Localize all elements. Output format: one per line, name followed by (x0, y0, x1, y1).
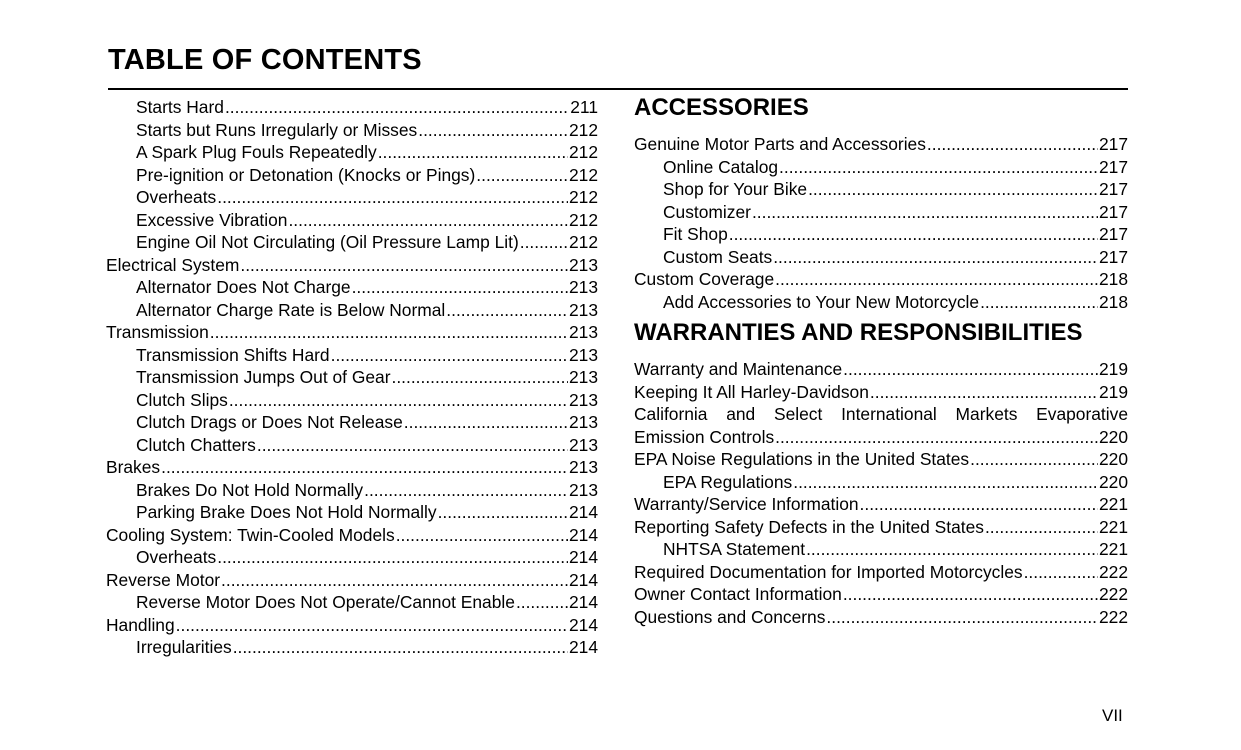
toc-entry-title: Reporting Safety Defects in the United States (634, 516, 984, 537)
dot-leader (233, 636, 568, 659)
warranties-entries (634, 358, 1128, 628)
toc-entry-title: Handling (106, 614, 175, 635)
toc-entry-title: Online Catalog (663, 156, 779, 177)
toc-entry-page: 217 (1098, 201, 1128, 222)
toc-entry[interactable] (634, 358, 1128, 381)
dot-leader (217, 186, 568, 209)
toc-entry[interactable] (634, 381, 1128, 404)
dot-leader (217, 546, 568, 569)
toc-entry-page: 217 (1098, 179, 1128, 199)
dot-leader (806, 538, 1098, 561)
toc-entry-page: 212 (568, 209, 598, 230)
toc-entry[interactable] (634, 516, 1128, 539)
dot-leader (980, 291, 1098, 314)
toc-entry-title: Questions and Concerns (634, 606, 826, 627)
accessories-entries (634, 133, 1128, 313)
title-divider (108, 88, 1128, 90)
toc-entry-title: Custom Coverage (634, 269, 775, 289)
dot-leader (331, 344, 568, 367)
toc-entry[interactable] (106, 366, 598, 389)
section-heading-accessories: ACCESSORIES (634, 94, 809, 121)
toc-entry-page: 217 (1098, 246, 1128, 267)
dot-leader (225, 96, 569, 119)
toc-entry[interactable] (634, 133, 1128, 156)
toc-entry-title: Engine Oil Not Circulating (Oil Pressure Lamp Lit) (136, 232, 519, 252)
toc-entry-title: Shop for Your Bike (663, 179, 808, 199)
toc-entry[interactable] (106, 569, 598, 592)
toc-entry-page: 214 (568, 524, 598, 545)
dot-leader (808, 178, 1098, 201)
dot-leader (257, 434, 568, 457)
toc-entry[interactable] (106, 344, 598, 367)
toc-entry[interactable] (106, 276, 598, 299)
toc-entry[interactable] (634, 448, 1128, 471)
toc-entry-title: Excessive Vibration (136, 209, 288, 230)
toc-entry[interactable] (634, 538, 1128, 561)
toc-entry-page: 218 (1098, 269, 1128, 289)
toc-entry-title: Alternator Charge Rate is Below Normal (136, 299, 446, 320)
toc-entry-page: 222 (1098, 584, 1128, 604)
toc-entry-title: NHTSA Statement (663, 539, 806, 559)
toc-entry-title: Pre-ignition or Detonation (Knocks or Pings) (136, 164, 476, 185)
toc-entry-line[interactable]: California and Select International Markets Evaporative (634, 404, 1128, 424)
toc-entry-page: 219 (1098, 381, 1128, 402)
dot-leader (775, 268, 1098, 291)
toc-entry-page: 221 (1098, 539, 1128, 559)
toc-entry[interactable] (106, 456, 598, 479)
dot-leader (779, 156, 1098, 179)
dot-leader (927, 133, 1098, 156)
toc-entry-title: Starts Hard (136, 97, 224, 117)
toc-entry-page: 219 (1098, 359, 1128, 379)
section-heading-warranties: WARRANTIES AND RESPONSIBILITIES (634, 319, 1083, 346)
toc-entry[interactable] (106, 479, 598, 502)
toc-entry-page: 212 (568, 119, 598, 140)
toc-entry-page: 211 (570, 97, 598, 117)
toc-entry-title: Clutch Drags or Does Not Release (136, 412, 403, 432)
toc-entry-page: 221 (1098, 516, 1128, 537)
toc-entry-title: Reverse Motor Does Not Operate/Cannot Enable (136, 592, 515, 612)
toc-entry-page: 214 (568, 569, 598, 590)
toc-entry-title: Transmission (106, 322, 209, 342)
toc-entry-page: 213 (568, 254, 598, 275)
toc-entry-title: Cooling System: Twin-Cooled Models (106, 524, 395, 545)
toc-entry[interactable] (106, 411, 598, 434)
toc-entry[interactable] (106, 389, 598, 412)
toc-entry-title: Reverse Motor (106, 569, 221, 590)
dot-leader (985, 516, 1098, 539)
toc-entry[interactable] (634, 201, 1128, 224)
toc-entry-page: 213 (568, 389, 598, 410)
toc-entry[interactable] (634, 471, 1128, 494)
dot-leader (870, 381, 1098, 404)
toc-entry[interactable] (106, 524, 598, 547)
toc-entry-page: 220 (1098, 449, 1128, 469)
toc-entry-title: Customizer (663, 201, 751, 222)
toc-entry[interactable] (106, 164, 598, 187)
dot-leader (752, 201, 1098, 224)
toc-entry-title: EPA Regulations (663, 471, 793, 492)
toc-entry-title: Electrical System (106, 254, 240, 275)
toc-entry-page: 221 (1098, 494, 1128, 514)
toc-entry[interactable] (634, 291, 1128, 314)
dot-leader (240, 254, 568, 277)
toc-entry[interactable] (106, 96, 598, 119)
dot-leader (476, 164, 568, 187)
toc-entry-page: 214 (568, 614, 598, 635)
toc-entry-page: 212 (568, 232, 598, 252)
toc-entry-title: Brakes (106, 457, 161, 477)
toc-entry-title: Keeping It All Harley-Davidson (634, 381, 869, 402)
toc-entry-title: Warranty and Maintenance (634, 359, 843, 379)
toc-entry[interactable] (106, 614, 598, 637)
dot-leader (161, 456, 568, 479)
toc-entry[interactable] (634, 426, 1128, 449)
dot-leader (843, 358, 1098, 381)
toc-entry[interactable] (106, 636, 598, 659)
toc-entry[interactable] (634, 561, 1128, 584)
toc-entry-title: A Spark Plug Fouls Repeatedly (136, 142, 377, 162)
toc-entry-title: Warranty/Service Information (634, 494, 859, 514)
toc-entry-page: 213 (568, 277, 598, 297)
dot-leader (352, 276, 568, 299)
toc-entry-page: 213 (568, 434, 598, 455)
toc-right-column (634, 93, 1128, 628)
toc-entry-page: 213 (568, 344, 598, 365)
dot-leader (392, 366, 568, 389)
page-title: TABLE OF CONTENTS (108, 44, 422, 76)
dot-leader (404, 411, 568, 434)
dot-leader (520, 231, 568, 254)
toc-entry-page: 217 (1098, 134, 1128, 154)
toc-entry-page: 220 (1098, 426, 1128, 447)
toc-entry-page: 222 (1098, 561, 1128, 582)
toc-entry-title: Clutch Chatters (136, 434, 256, 455)
toc-entry-title: Custom Seats (663, 246, 773, 267)
toc-entry-page: 214 (568, 592, 598, 612)
toc-entry[interactable] (106, 501, 598, 524)
toc-entry-page: 212 (568, 187, 598, 207)
toc-entry[interactable] (106, 254, 598, 277)
toc-entry[interactable] (106, 141, 598, 164)
toc-entry[interactable] (106, 119, 598, 142)
toc-entry[interactable] (106, 299, 598, 322)
toc-entry[interactable] (634, 583, 1128, 606)
dot-leader (970, 448, 1098, 471)
toc-entry-page: 214 (568, 502, 598, 522)
toc-entry[interactable] (634, 606, 1128, 629)
toc-entry-title: Clutch Slips (136, 389, 228, 410)
dot-leader (775, 426, 1098, 449)
dot-leader (793, 471, 1098, 494)
toc-entry-page: 213 (568, 322, 598, 342)
toc-entry-page: 213 (568, 479, 598, 500)
toc-entry-title: Required Documentation for Imported Motorcycles (634, 561, 1023, 582)
toc-entry[interactable] (634, 223, 1128, 246)
dot-leader (773, 246, 1098, 269)
dot-leader (843, 583, 1098, 606)
toc-entry-title: Starts but Runs Irregularly or Misses (136, 119, 418, 140)
toc-entry[interactable] (106, 546, 598, 569)
dot-leader (860, 493, 1098, 516)
toc-entry[interactable] (634, 493, 1128, 516)
toc-entry[interactable] (106, 209, 598, 232)
toc-entry[interactable] (634, 246, 1128, 269)
toc-entry[interactable] (634, 156, 1128, 179)
page-number: VII (1102, 706, 1123, 725)
dot-leader (364, 479, 568, 502)
toc-entry-title: Add Accessories to Your New Motorcycle (663, 291, 980, 312)
toc-entry-page: 213 (568, 367, 598, 387)
toc-entry-page: 213 (568, 412, 598, 432)
toc-entry-title: Irregularities (136, 637, 232, 657)
dot-leader (210, 321, 568, 344)
toc-entry-page: 212 (568, 164, 598, 185)
dot-leader (221, 569, 568, 592)
toc-entry-title: EPA Noise Regulations in the United States (634, 449, 970, 469)
toc-entry-title: Genuine Motor Parts and Accessories (634, 134, 926, 154)
toc-entry-page: 213 (568, 457, 598, 477)
toc-entry-title: Fit Shop (663, 224, 728, 244)
toc-entry-title: Transmission Shifts Hard (136, 344, 330, 365)
dot-leader (378, 141, 568, 164)
dot-leader (1024, 561, 1098, 584)
toc-left-column (106, 96, 598, 659)
toc-entry-title: Owner Contact Information (634, 584, 842, 604)
dot-leader (826, 606, 1098, 629)
dot-leader (229, 389, 568, 412)
toc-entry-page: 214 (568, 547, 598, 567)
toc-entry[interactable] (106, 186, 598, 209)
toc-entry-page: 213 (568, 299, 598, 320)
toc-entry-title: Alternator Does Not Charge (136, 277, 351, 297)
toc-entry-page: 217 (1098, 156, 1128, 177)
dot-leader (418, 119, 568, 142)
toc-entry-page: 222 (1098, 606, 1128, 627)
toc-entry-title: Transmission Jumps Out of Gear (136, 367, 391, 387)
dot-leader (438, 501, 568, 524)
toc-entry-title: Emission Controls (634, 426, 775, 447)
toc-entry-page: 220 (1098, 471, 1128, 492)
toc-entry-page: 212 (568, 142, 598, 162)
toc-entry[interactable] (106, 231, 598, 254)
toc-entry[interactable] (634, 178, 1128, 201)
dot-leader (176, 614, 568, 637)
toc-entry-page: 218 (1098, 291, 1128, 312)
toc-entry[interactable] (634, 268, 1128, 291)
toc-entry-page: 217 (1098, 224, 1128, 244)
toc-entry-title: Parking Brake Does Not Hold Normally (136, 502, 437, 522)
dot-leader (396, 524, 568, 547)
toc-entry-title: Brakes Do Not Hold Normally (136, 479, 364, 500)
dot-leader (729, 223, 1098, 246)
toc-entry[interactable] (106, 434, 598, 457)
toc-entry-page: 214 (568, 637, 598, 657)
dot-leader (446, 299, 568, 322)
dot-leader (288, 209, 568, 232)
toc-entry-title: Overheats (136, 187, 217, 207)
toc-entry-title: Overheats (136, 547, 217, 567)
toc-entry[interactable] (106, 591, 598, 614)
toc-entry[interactable] (106, 321, 598, 344)
dot-leader (516, 591, 568, 614)
